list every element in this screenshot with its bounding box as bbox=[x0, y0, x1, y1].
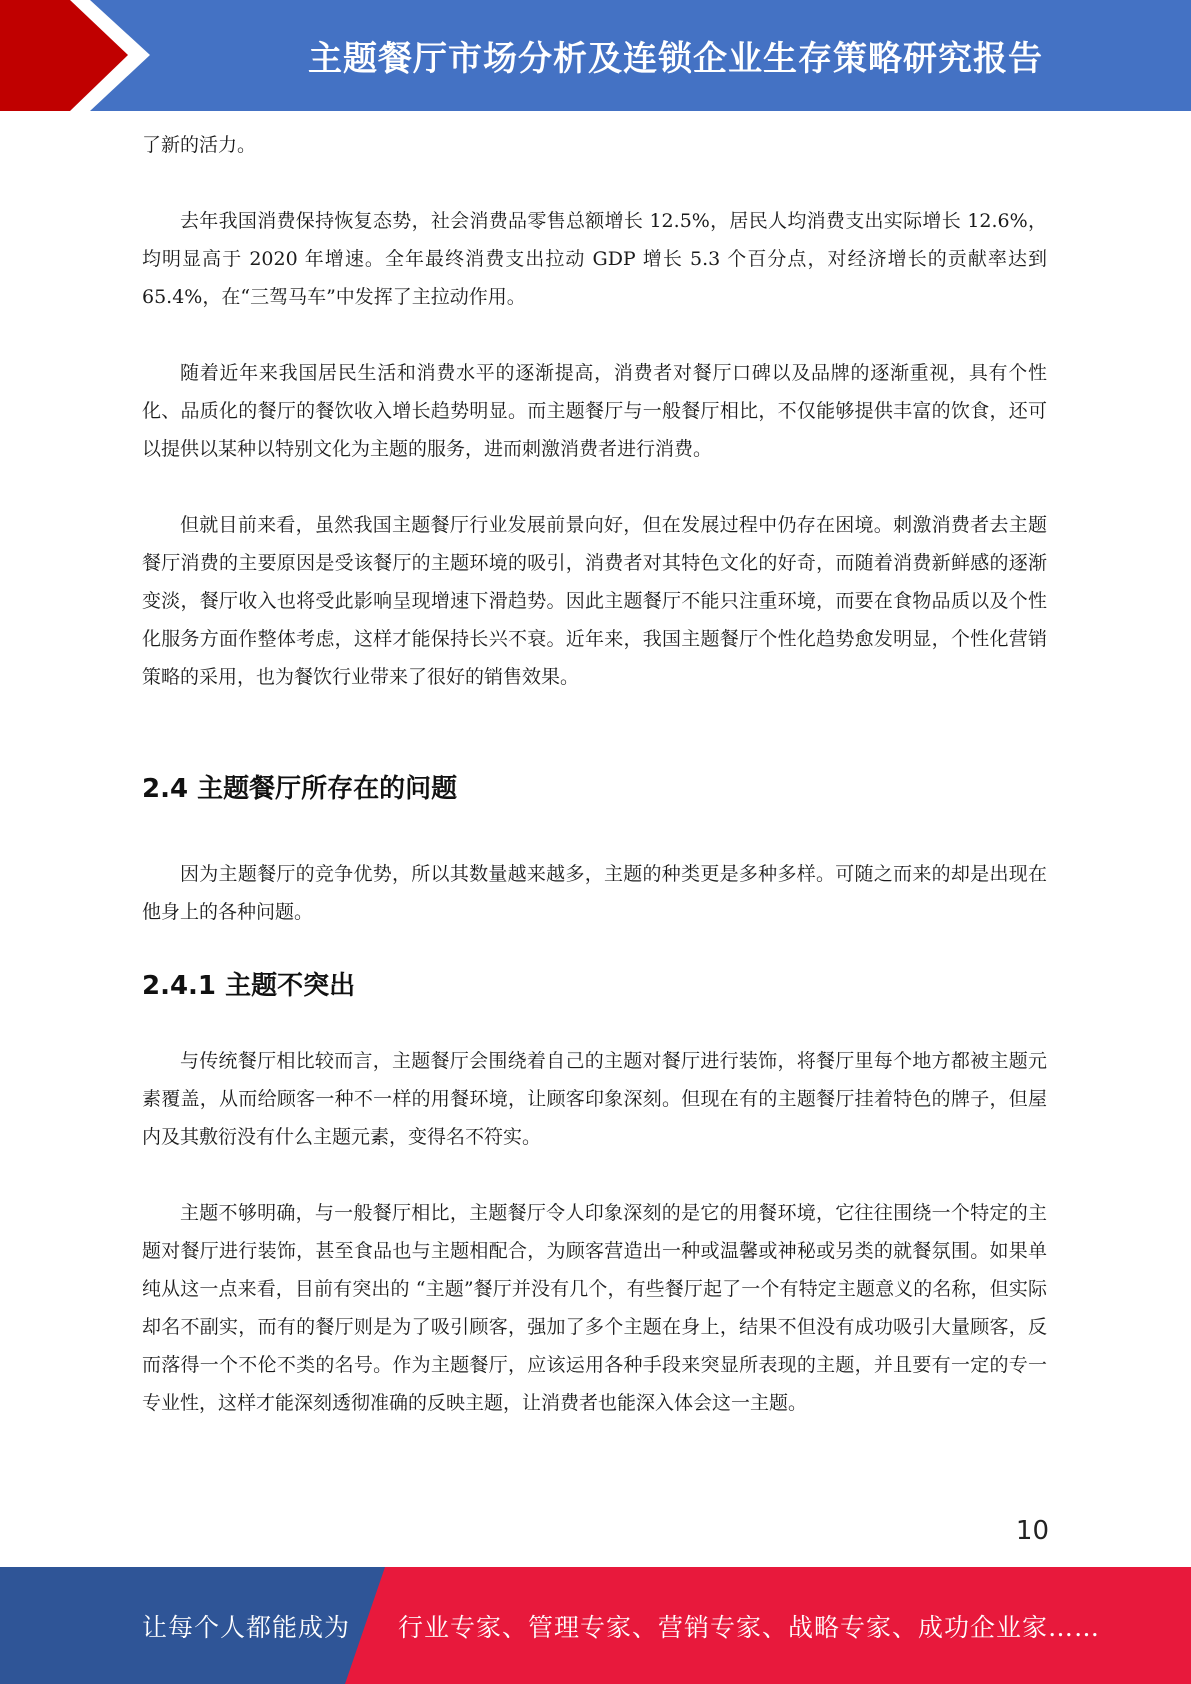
header-title: 主题餐厅市场分析及连锁企业生存策略研究报告 bbox=[308, 39, 1043, 79]
paragraph-consumer-trends: 随着近年来我国居民生活和消费水平的逐渐提高，消费者对餐厅口碑以及品牌的逐渐重视，具有个性化、品质化的餐厅的餐饮收入增长趋势明显。而主题餐厅与一般餐厅相比，不仅能够提供丰富的饮食，还可以提供以某种以特别文化为主题的服务，进而刺激消费者进行消费。 bbox=[142, 362, 1047, 460]
paragraph-consumption-growth: 去年我国消费保持恢复态势，社会消费品零售总额增长 12.5%，居民人均消费支出实际增长 12.6%，均明显高于 2020 年增速。全年最终消费支出拉动 GDP 增长 5.3 个百分点，对经济增长的贡献率达到 65.4%，在“三驾马车”中发挥了主拉动作用。 bbox=[142, 210, 1047, 308]
footer-slogan-right: 行业专家、管理专家、营销专家、战略专家、成功企业家…… bbox=[398, 1612, 1101, 1642]
paragraph-problems-intro: 因为主题餐厅的竞争优势，所以其数量越来越多，主题的种类更是多种多样。可随之而来的却是出现在他身上的各种问题。 bbox=[142, 863, 1047, 923]
paragraph-continuation: 了新的活力。 bbox=[142, 134, 257, 156]
page-header bbox=[0, 0, 1191, 111]
page-footer bbox=[0, 1567, 1191, 1684]
paragraph-theme-unclear: 主题不够明确，与一般餐厅相比，主题餐厅令人印象深刻的是它的用餐环境，它往往围绕一个特定的主题对餐厅进行装饰，甚至食品也与主题相配合，为顾客营造出一种或温馨或神秘或另类的就餐氛围。如果单纯从这一点来看，目前有突出的 “主题”餐厅并没有几个，有些餐厅起了一个有特定主题意义的名称，但实际却名不副实，而有的餐厅则是为了吸引顾客，强加了多个主题在身上，结果不但没有成功吸引大量顾客，反而落得一个不伦不类的名号。作为主题餐厅，应该运用各种手段来突显所表现的主题，并且要有一定的专一专业性，这样才能深刻透彻准确的反映主题，让消费者也能深入体会这一主题。 bbox=[142, 1202, 1047, 1414]
paragraph-industry-difficulties: 但就目前来看，虽然我国主题餐厅行业发展前景向好，但在发展过程中仍存在困境。刺激消费者去主题餐厅消费的主要原因是受该餐厅的主题环境的吸引，消费者对其特色文化的好奇，而随着消费新鲜感的逐渐变淡，餐厅收入也将受此影响呈现增速下滑趋势。因此主题餐厅不能只注重环境，而要在食物品质以及个性化服务方面作整体考虑，这样才能保持长兴不衰。近年来，我国主题餐厅个性化趋势愈发明显，个性化营销策略的采用，也为餐饮行业带来了很好的销售效果。 bbox=[142, 514, 1047, 688]
page-content bbox=[142, 126, 1047, 1422]
footer-slogan-left: 让每个人都能成为 bbox=[142, 1612, 351, 1642]
section-heading-2-4: 2.4 主题餐厅所存在的问题 bbox=[142, 774, 458, 804]
section-heading-2-4-1: 2.4.1 主题不突出 bbox=[142, 971, 356, 1001]
paragraph-theme-decoration: 与传统餐厅相比较而言，主题餐厅会围绕着自己的主题对餐厅进行装饰，将餐厅里每个地方都被主题元素覆盖，从而给顾客一种不一样的用餐环境，让顾客印象深刻。但现在有的主题餐厅挂着特色的牌子，但屋内及其敷衍没有什么主题元素，变得名不符实。 bbox=[142, 1050, 1047, 1148]
page-number: 10 bbox=[1015, 1516, 1049, 1546]
